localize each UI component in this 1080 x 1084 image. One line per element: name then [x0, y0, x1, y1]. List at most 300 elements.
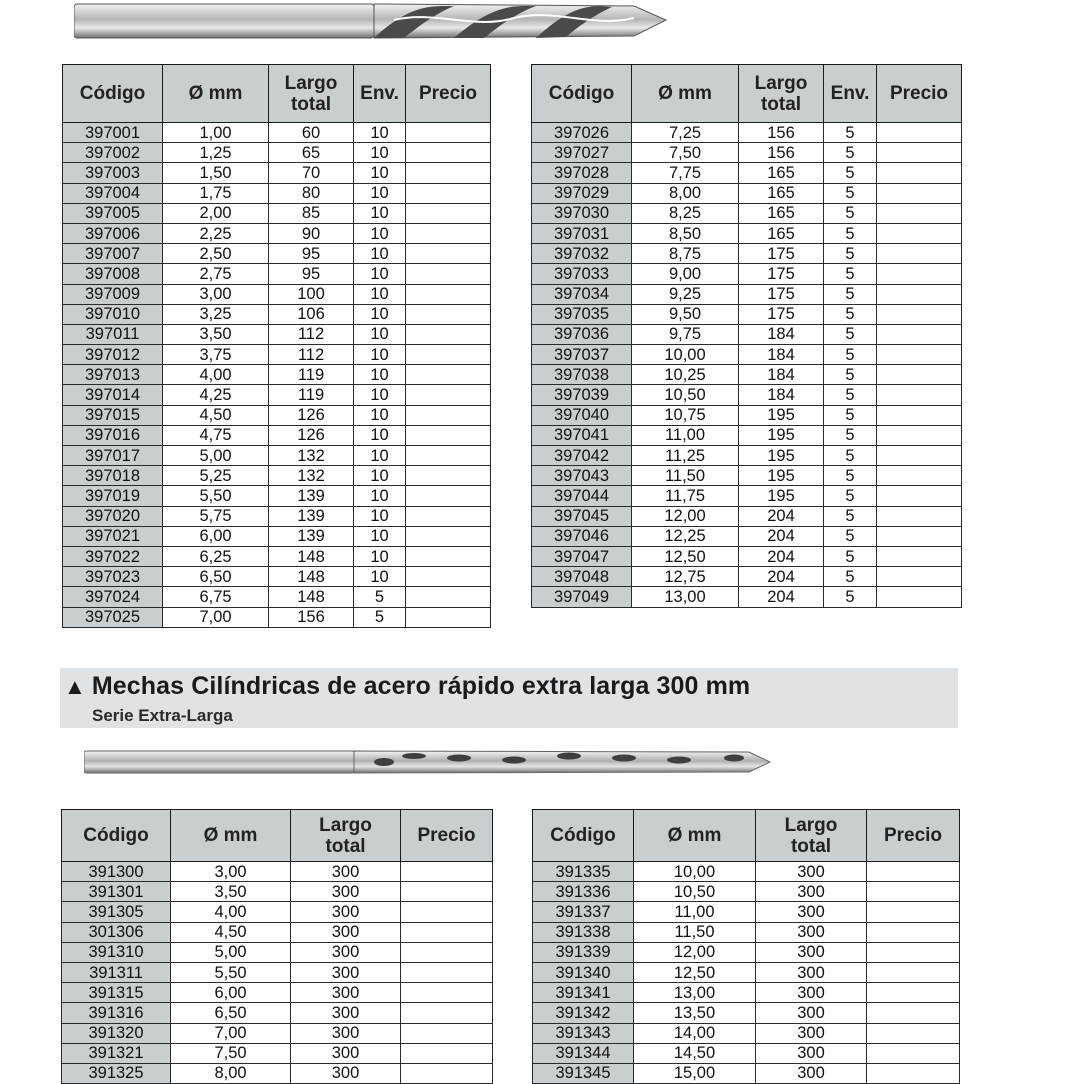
cell-codigo: 391310 — [62, 942, 171, 962]
cell-largo-total: 139 — [269, 526, 354, 546]
col-header-codigo: Código — [63, 65, 163, 123]
cell-largo-total: 195 — [739, 405, 824, 425]
cell-largo-total: 184 — [739, 324, 824, 344]
table-row — [62, 882, 493, 902]
cell-diametro: 12,00 — [634, 942, 756, 962]
cell-codigo: 397045 — [532, 506, 632, 526]
cell-env: 5 — [824, 567, 877, 587]
cell-env: 10 — [354, 304, 406, 324]
cell-codigo: 397033 — [532, 264, 632, 284]
cell-diametro: 9,50 — [632, 304, 739, 324]
table-row — [63, 203, 491, 223]
cell-codigo: 391339 — [533, 942, 634, 962]
cell-codigo: 397005 — [63, 203, 163, 223]
cell-codigo: 391305 — [62, 902, 171, 922]
cell-largo-total: 112 — [269, 345, 354, 365]
cell-codigo: 397012 — [63, 345, 163, 365]
cell-codigo: 397007 — [63, 244, 163, 264]
cell-diametro: 4,00 — [163, 365, 269, 385]
cell-env: 5 — [354, 607, 406, 627]
cell-precio — [867, 862, 960, 882]
table-row — [63, 324, 491, 344]
cell-largo-total: 175 — [739, 264, 824, 284]
cell-precio — [867, 1003, 960, 1023]
cell-diametro: 3,75 — [163, 345, 269, 365]
table-row — [63, 244, 491, 264]
cell-diametro: 10,00 — [634, 862, 756, 882]
cell-env: 5 — [824, 123, 877, 143]
table-row — [63, 546, 491, 566]
cell-largo-total: 300 — [756, 902, 867, 922]
table-row — [63, 425, 491, 445]
cell-codigo: 391343 — [533, 1023, 634, 1043]
cell-largo-total: 100 — [269, 284, 354, 304]
cell-env: 10 — [354, 405, 406, 425]
triangle-icon: ▲ — [64, 674, 86, 699]
table-row — [532, 405, 962, 425]
cell-codigo: 391340 — [533, 962, 634, 982]
cell-diametro: 9,00 — [632, 264, 739, 284]
cell-precio — [406, 304, 491, 324]
extra-long-table-left — [61, 809, 493, 1084]
cell-diametro: 11,50 — [632, 466, 739, 486]
cell-env: 10 — [354, 203, 406, 223]
cell-largo-total: 165 — [739, 163, 824, 183]
cell-codigo: 397037 — [532, 345, 632, 365]
cell-precio — [877, 244, 962, 264]
table-row — [532, 486, 962, 506]
col-header-env: Env. — [354, 65, 406, 123]
cell-precio — [401, 942, 493, 962]
cell-codigo: 391335 — [533, 862, 634, 882]
table-row — [63, 143, 491, 163]
cell-largo-total: 204 — [739, 587, 824, 607]
cell-precio — [877, 183, 962, 203]
cell-diametro: 5,50 — [171, 962, 291, 982]
table-row — [532, 587, 962, 607]
cell-codigo: 397041 — [532, 425, 632, 445]
cell-env: 10 — [354, 567, 406, 587]
cell-env: 5 — [824, 385, 877, 405]
cell-largo-total: 300 — [291, 1023, 401, 1043]
cell-diametro: 1,50 — [163, 163, 269, 183]
cell-diametro: 6,50 — [163, 567, 269, 587]
cell-diametro: 2,50 — [163, 244, 269, 264]
cell-codigo: 397026 — [532, 123, 632, 143]
cell-codigo: 397006 — [63, 223, 163, 243]
cell-largo-total: 106 — [269, 304, 354, 324]
col-header-diametro: Ø mm — [163, 65, 269, 123]
cell-codigo: 391345 — [533, 1063, 634, 1083]
cell-largo-total: 300 — [756, 1043, 867, 1063]
extra-long-table-right — [532, 809, 960, 1084]
table-body — [532, 123, 962, 608]
table-row — [533, 1023, 960, 1043]
cell-env: 10 — [354, 486, 406, 506]
cell-largo-total: 112 — [269, 324, 354, 344]
col-header-precio: Precio — [406, 65, 491, 123]
cell-codigo: 397027 — [532, 143, 632, 163]
drill-table-right — [531, 64, 962, 608]
cell-diametro: 12,50 — [632, 546, 739, 566]
cell-precio — [877, 466, 962, 486]
cell-diametro: 4,75 — [163, 425, 269, 445]
cell-largo-total: 90 — [269, 223, 354, 243]
cell-largo-total: 300 — [291, 1063, 401, 1083]
cell-diametro: 1,75 — [163, 183, 269, 203]
cell-env: 10 — [354, 425, 406, 445]
cell-precio — [867, 942, 960, 962]
table-row — [532, 506, 962, 526]
cell-env: 5 — [824, 587, 877, 607]
cell-diametro: 8,25 — [632, 203, 739, 223]
table-row — [532, 123, 962, 143]
cell-diametro: 8,50 — [632, 223, 739, 243]
cell-env: 10 — [354, 284, 406, 304]
cell-diametro: 8,75 — [632, 244, 739, 264]
cell-largo-total: 70 — [269, 163, 354, 183]
table-row — [63, 526, 491, 546]
cell-precio — [401, 1003, 493, 1023]
cell-precio — [406, 526, 491, 546]
cell-largo-total: 60 — [269, 123, 354, 143]
cell-env: 5 — [824, 284, 877, 304]
cell-largo-total: 204 — [739, 506, 824, 526]
cell-env: 5 — [824, 425, 877, 445]
cell-diametro: 3,00 — [163, 284, 269, 304]
cell-diametro: 3,25 — [163, 304, 269, 324]
table-row — [532, 244, 962, 264]
table-row — [532, 163, 962, 183]
cell-diametro: 5,00 — [171, 942, 291, 962]
cell-precio — [867, 1063, 960, 1083]
cell-codigo: 391341 — [533, 983, 634, 1003]
table-row — [532, 304, 962, 324]
cell-codigo: 391300 — [62, 862, 171, 882]
cell-env: 10 — [354, 526, 406, 546]
cell-codigo: 391311 — [62, 962, 171, 982]
table-row — [63, 405, 491, 425]
table-row — [532, 446, 962, 466]
cell-diametro: 10,75 — [632, 405, 739, 425]
col-header-largo-total: Largo total — [269, 65, 354, 123]
cell-largo-total: 300 — [291, 962, 401, 982]
cell-codigo: 391316 — [62, 1003, 171, 1023]
cell-codigo: 397044 — [532, 486, 632, 506]
col-header-largo-total: Largo total — [291, 810, 401, 862]
cell-precio — [877, 123, 962, 143]
cell-env: 5 — [824, 223, 877, 243]
cell-largo-total: 184 — [739, 365, 824, 385]
cell-precio — [406, 284, 491, 304]
table-row — [63, 284, 491, 304]
cell-diametro: 7,50 — [632, 143, 739, 163]
cell-largo-total: 139 — [269, 506, 354, 526]
cell-largo-total: 132 — [269, 466, 354, 486]
cell-precio — [406, 425, 491, 445]
cell-precio — [867, 1043, 960, 1063]
table-row — [532, 526, 962, 546]
table-body — [533, 862, 960, 1084]
cell-diametro: 2,00 — [163, 203, 269, 223]
cell-largo-total: 204 — [739, 546, 824, 566]
cell-precio — [867, 1023, 960, 1043]
cell-env: 5 — [824, 163, 877, 183]
cell-codigo: 391321 — [62, 1043, 171, 1063]
cell-diametro: 5,25 — [163, 466, 269, 486]
cell-env: 10 — [354, 264, 406, 284]
cell-diametro: 6,00 — [163, 526, 269, 546]
cell-largo-total: 156 — [269, 607, 354, 627]
cell-codigo: 397029 — [532, 183, 632, 203]
cell-diametro: 6,25 — [163, 546, 269, 566]
cell-diametro: 1,25 — [163, 143, 269, 163]
cell-precio — [401, 922, 493, 942]
cell-codigo: 397021 — [63, 526, 163, 546]
cell-largo-total: 85 — [269, 203, 354, 223]
cell-largo-total: 300 — [291, 902, 401, 922]
cell-largo-total: 148 — [269, 567, 354, 587]
table-row — [62, 1003, 493, 1023]
cell-largo-total: 156 — [739, 123, 824, 143]
col-header-precio: Precio — [877, 65, 962, 123]
cell-diametro: 15,00 — [634, 1063, 756, 1083]
cell-diametro: 10,00 — [632, 345, 739, 365]
cell-codigo: 397004 — [63, 183, 163, 203]
cell-largo-total: 300 — [756, 922, 867, 942]
col-header-codigo: Código — [532, 65, 632, 123]
cell-largo-total: 165 — [739, 203, 824, 223]
col-header-diametro: Ø mm — [171, 810, 291, 862]
cell-largo-total: 300 — [291, 862, 401, 882]
cell-largo-total: 148 — [269, 546, 354, 566]
table-row — [532, 284, 962, 304]
table-row — [63, 446, 491, 466]
cell-env: 5 — [824, 506, 877, 526]
cell-largo-total: 300 — [756, 962, 867, 982]
cell-precio — [877, 587, 962, 607]
cell-precio — [406, 405, 491, 425]
cell-env: 10 — [354, 385, 406, 405]
cell-largo-total: 300 — [756, 1023, 867, 1043]
cell-diametro: 13,00 — [634, 983, 756, 1003]
cell-codigo: 397035 — [532, 304, 632, 324]
cell-diametro: 8,00 — [171, 1063, 291, 1083]
cell-codigo: 397046 — [532, 526, 632, 546]
cell-precio — [406, 546, 491, 566]
cell-env: 5 — [824, 203, 877, 223]
cell-diametro: 11,25 — [632, 446, 739, 466]
table-row — [63, 123, 491, 143]
cell-precio — [867, 902, 960, 922]
table-row — [62, 1063, 493, 1083]
table-row — [63, 486, 491, 506]
cell-largo-total: 165 — [739, 183, 824, 203]
table-row — [532, 264, 962, 284]
table-row — [533, 922, 960, 942]
table-row — [63, 304, 491, 324]
cell-largo-total: 300 — [756, 862, 867, 882]
cell-diametro: 14,50 — [634, 1043, 756, 1063]
cell-env: 5 — [824, 546, 877, 566]
cell-codigo: 397034 — [532, 284, 632, 304]
table-row — [532, 345, 962, 365]
table-row — [532, 223, 962, 243]
table-row — [533, 942, 960, 962]
cell-codigo: 397031 — [532, 223, 632, 243]
cell-diametro: 8,00 — [632, 183, 739, 203]
col-header-precio: Precio — [867, 810, 960, 862]
cell-diametro: 10,50 — [632, 385, 739, 405]
cell-diametro: 14,00 — [634, 1023, 756, 1043]
cell-env: 10 — [354, 143, 406, 163]
table-row — [62, 942, 493, 962]
cell-diametro: 7,25 — [632, 123, 739, 143]
cell-codigo: 391337 — [533, 902, 634, 922]
table-body — [62, 862, 493, 1084]
cell-diametro: 10,25 — [632, 365, 739, 385]
cell-precio — [406, 567, 491, 587]
cell-precio — [406, 203, 491, 223]
cell-largo-total: 65 — [269, 143, 354, 163]
cell-codigo: 301306 — [62, 922, 171, 942]
cell-diametro: 11,75 — [632, 486, 739, 506]
table-row — [63, 466, 491, 486]
cell-codigo: 391342 — [533, 1003, 634, 1023]
cell-codigo: 397036 — [532, 324, 632, 344]
cell-codigo: 391344 — [533, 1043, 634, 1063]
cell-diametro: 12,75 — [632, 567, 739, 587]
cell-codigo: 397011 — [63, 324, 163, 344]
cell-diametro: 7,75 — [632, 163, 739, 183]
cell-codigo: 397016 — [63, 425, 163, 445]
cell-codigo: 397003 — [63, 163, 163, 183]
cell-diametro: 6,75 — [163, 587, 269, 607]
table-row — [63, 607, 491, 627]
cell-diametro: 7,00 — [171, 1023, 291, 1043]
cell-precio — [877, 345, 962, 365]
table-row — [533, 1063, 960, 1083]
cell-env: 5 — [354, 587, 406, 607]
cell-env: 5 — [824, 466, 877, 486]
cell-diametro: 10,50 — [634, 882, 756, 902]
cell-diametro: 4,25 — [163, 385, 269, 405]
cell-diametro: 12,50 — [634, 962, 756, 982]
cell-precio — [877, 506, 962, 526]
cell-precio — [877, 203, 962, 223]
cell-largo-total: 126 — [269, 425, 354, 445]
cell-precio — [406, 264, 491, 284]
cell-codigo: 397042 — [532, 446, 632, 466]
cell-env: 5 — [824, 486, 877, 506]
cell-codigo: 397001 — [63, 123, 163, 143]
cell-diametro: 4,00 — [171, 902, 291, 922]
table-row — [62, 902, 493, 922]
cell-precio — [406, 123, 491, 143]
cell-largo-total: 195 — [739, 446, 824, 466]
cell-codigo: 397025 — [63, 607, 163, 627]
cell-precio — [406, 223, 491, 243]
cell-largo-total: 119 — [269, 385, 354, 405]
cell-precio — [877, 223, 962, 243]
col-header-env: Env. — [824, 65, 877, 123]
twist-drill-image-1 — [74, 0, 674, 44]
cell-precio — [867, 922, 960, 942]
cell-codigo: 397040 — [532, 405, 632, 425]
table-row — [532, 425, 962, 445]
cell-precio — [867, 983, 960, 1003]
cell-codigo: 397013 — [63, 365, 163, 385]
cell-env: 10 — [354, 163, 406, 183]
table-row — [63, 587, 491, 607]
cell-largo-total: 300 — [291, 1003, 401, 1023]
cell-env: 10 — [354, 446, 406, 466]
cell-largo-total: 195 — [739, 466, 824, 486]
cell-largo-total: 184 — [739, 385, 824, 405]
cell-codigo: 397014 — [63, 385, 163, 405]
cell-env: 5 — [824, 324, 877, 344]
table-row — [62, 862, 493, 882]
table-row — [62, 1023, 493, 1043]
cell-codigo: 397022 — [63, 546, 163, 566]
cell-precio — [877, 385, 962, 405]
cell-diametro: 11,00 — [632, 425, 739, 445]
cell-largo-total: 119 — [269, 365, 354, 385]
cell-largo-total: 175 — [739, 284, 824, 304]
cell-codigo: 397049 — [532, 587, 632, 607]
cell-largo-total: 165 — [739, 223, 824, 243]
cell-precio — [401, 1063, 493, 1083]
cell-diametro: 13,00 — [632, 587, 739, 607]
table-row — [532, 466, 962, 486]
cell-env: 10 — [354, 324, 406, 344]
table-row — [62, 983, 493, 1003]
cell-codigo: 397032 — [532, 244, 632, 264]
cell-codigo: 397018 — [63, 466, 163, 486]
cell-largo-total: 195 — [739, 425, 824, 445]
table-row — [62, 1043, 493, 1063]
table-row — [63, 506, 491, 526]
cell-env: 5 — [824, 345, 877, 365]
table-row — [532, 183, 962, 203]
cell-env: 10 — [354, 223, 406, 243]
cell-codigo: 397009 — [63, 284, 163, 304]
cell-precio — [877, 163, 962, 183]
cell-env: 10 — [354, 244, 406, 264]
cell-env: 5 — [824, 183, 877, 203]
cell-largo-total: 300 — [291, 882, 401, 902]
col-header-codigo: Código — [533, 810, 634, 862]
cell-env: 10 — [354, 365, 406, 385]
col-header-largo-total: Largo total — [739, 65, 824, 123]
cell-diametro: 3,50 — [171, 882, 291, 902]
table-row — [63, 264, 491, 284]
cell-diametro: 1,00 — [163, 123, 269, 143]
cell-precio — [877, 486, 962, 506]
cell-precio — [406, 244, 491, 264]
cell-env: 10 — [354, 506, 406, 526]
table-row — [532, 365, 962, 385]
cell-largo-total: 300 — [291, 1043, 401, 1063]
cell-codigo: 397048 — [532, 567, 632, 587]
cell-diametro: 9,25 — [632, 284, 739, 304]
cell-precio — [877, 446, 962, 466]
cell-precio — [401, 962, 493, 982]
cell-largo-total: 139 — [269, 486, 354, 506]
col-header-diametro: Ø mm — [634, 810, 756, 862]
cell-diametro: 2,75 — [163, 264, 269, 284]
cell-largo-total: 300 — [756, 1003, 867, 1023]
